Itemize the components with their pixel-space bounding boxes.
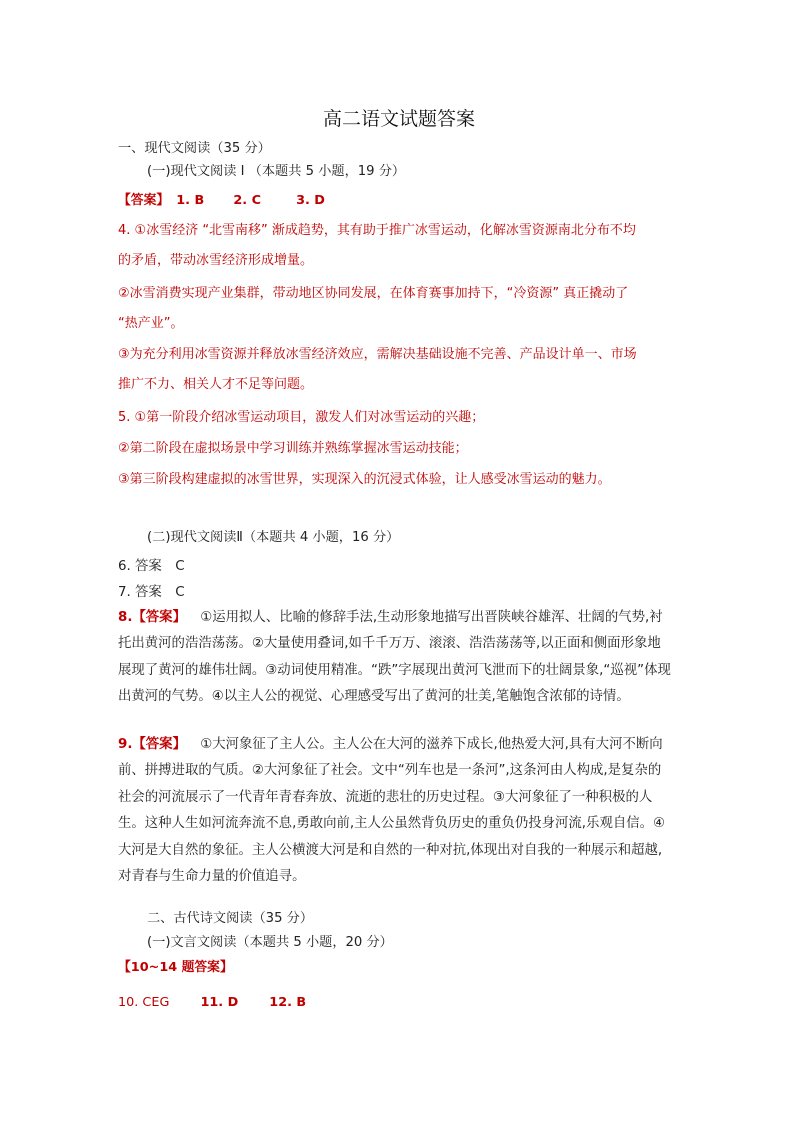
q8-answer bbox=[118, 605, 674, 711]
page-title: 高二语文试题答案 bbox=[323, 108, 476, 130]
answer-10: 10. CEG bbox=[118, 995, 170, 1010]
q4-line-3: ②冰雪消费实现产业集群，带动地区协同发展，在体育赛事加持下，“冷资源” 真正撬动了 bbox=[118, 286, 629, 301]
section-2-sub-1: (一)文言文阅读（本题共 5 小题，20 分） bbox=[147, 935, 393, 950]
answer-1: 1. B bbox=[176, 193, 205, 208]
section-2-answer-tag: 【10~14 题答案】 bbox=[118, 960, 233, 975]
answer-tag: 【答案】 bbox=[118, 193, 170, 208]
q7-answer: 7. 答案 C bbox=[118, 585, 185, 600]
q4-line-4: “热产业”。 bbox=[118, 316, 184, 331]
q9-tag: 9.【答案】 bbox=[118, 737, 186, 752]
section-1-sub-2: (二)现代文阅读Ⅱ（本题共 4 小题，16 分） bbox=[147, 530, 400, 545]
answer-11: 11. D bbox=[200, 995, 239, 1010]
q5-line-3: ③第三阶段构建虚拟的冰雪世界，实现深入的沉浸式体验，让人感受冰雪运动的魅力。 bbox=[118, 472, 611, 487]
q4-line-6: 推广不力、相关人才不足等问题。 bbox=[118, 377, 314, 392]
section-2-heading: 二、古代诗文阅读（35 分） bbox=[147, 911, 314, 926]
answer-2: 2. C bbox=[233, 193, 261, 208]
q9-answer bbox=[118, 732, 674, 890]
answer-3: 3. D bbox=[296, 193, 325, 208]
answer-12: 12. B bbox=[269, 995, 307, 1010]
q4-line-5: ③为充分利用冰雪资源并释放冰雪经济效应，需解决基础设施不完善、产品设计单一、市场 bbox=[118, 347, 637, 362]
q9-text: ①大河象征了主人公。主人公在大河的滋养下成长,他热爱大河,具有大河不断向前、拼搏进取的气质。②大河象征了社会。文中“列车也是一条河”,这条河由人构成,是复杂的社会的河流展示了一代青年青春奔放、流逝的悲壮的历史过程。③大河象征了一种积极的人生。这种人生如河流奔流不息,勇敢向前,主人公虽然背负历史的重负仍投身河流,乐观自信。④大河是大自然的象征。主人公横渡大河是和自然的一种对抗,体现出对自我的一种展示和超越,对青春与生命力量的价值追寻。 bbox=[118, 737, 666, 885]
q6-answer: 6. 答案 C bbox=[118, 559, 185, 574]
q8-text: ①运用拟人、比喻的修辞手法,生动形象地描写出晋陕峡谷雄浑、壮阔的气势,衬托出黄河的浩浩荡荡。②大量使用叠词,如千千万万、滚滚、浩浩荡荡等,以正面和侧面形象地展现了黄河的雄伟壮阔。③动词使用精准。“跌”字展现出黄河飞泄而下的壮阔景象,“巡视”体现出黄河的气势。④以主人公的视觉、心理感受写出了黄河的壮美,笔触饱含浓郁的诗情。 bbox=[118, 610, 671, 705]
q8-tag: 8.【答案】 bbox=[118, 610, 186, 625]
answers-10-12 bbox=[118, 993, 306, 1010]
answers-1-3 bbox=[118, 191, 325, 208]
q4-line-2: 的矛盾，带动冰雪经济形成增量。 bbox=[118, 253, 314, 268]
q4-line-1: 4. ①冰雪经济 “北雪南移” 渐成趋势，其有助于推广冰雪运动，化解冰雪资源南北分布不均 bbox=[118, 223, 636, 238]
section-1-sub-1: (一)现代文阅读 I （本题共 5 小题，19 分） bbox=[147, 164, 406, 179]
section-1-heading: 一、现代文阅读（35 分） bbox=[118, 141, 271, 156]
q5-line-2: ②第二阶段在虚拟场景中学习训练并熟练掌握冰雪运动技能； bbox=[118, 441, 468, 456]
q5-line-1: 5. ①第一阶段介绍冰雪运动项目，激发人们对冰雪运动的兴趣； bbox=[118, 410, 485, 425]
